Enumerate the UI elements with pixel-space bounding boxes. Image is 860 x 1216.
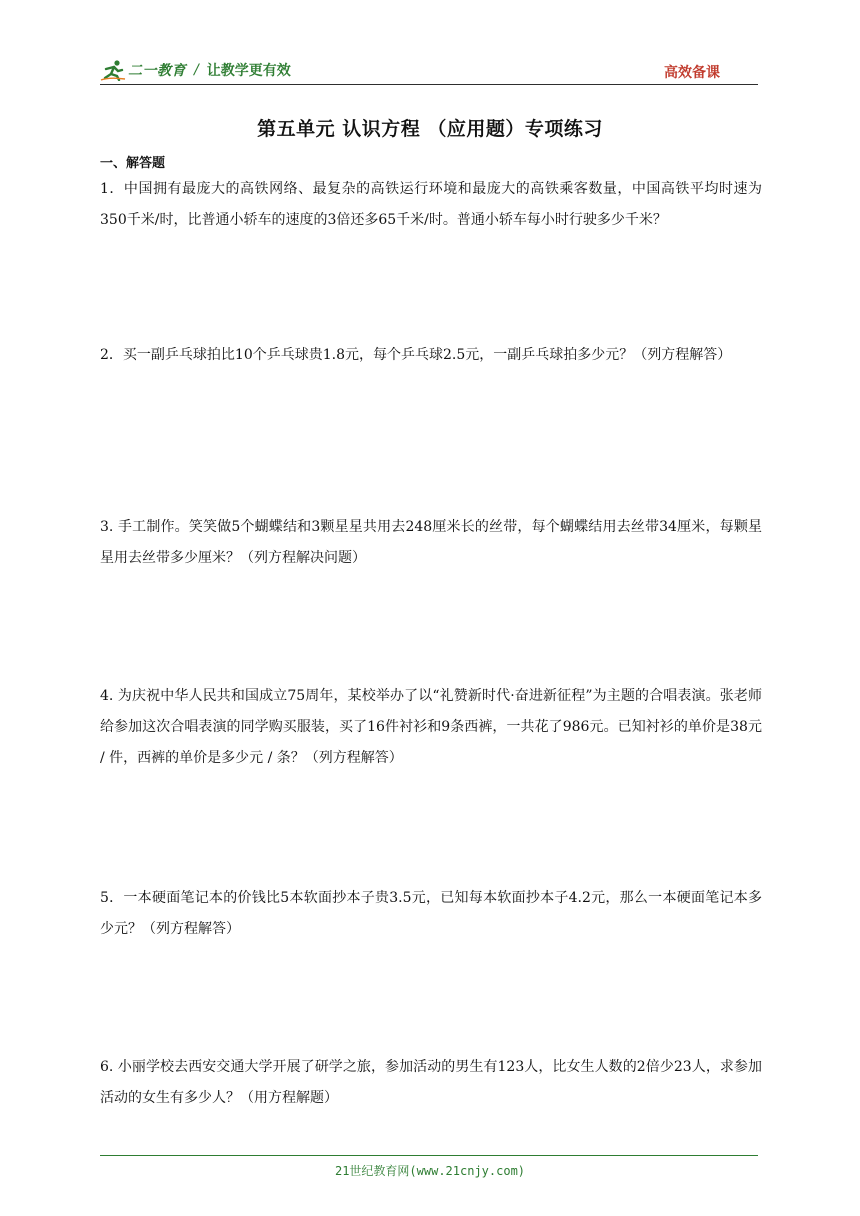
brand-logo	[100, 58, 291, 82]
runner-logo-icon	[100, 59, 126, 81]
question-5: 5．一本硬面笔记本的价钱比5本软面抄本子贵3.5元，已知每本软面抄本子4.2元，那么一本硬面笔记本多少元？（列方程解答）	[100, 890, 762, 937]
page-footer: 21世纪教育网(www.21cnjy.com)	[334, 1164, 526, 1178]
brand-name: 二一教育	[128, 63, 186, 79]
header-separator: /	[194, 62, 199, 78]
footer-divider	[100, 1155, 758, 1156]
question-3: 3. 手工制作。笑笑做5个蝴蝶结和3颗星星共用去248厘米长的丝带，每个蝴蝶结用去丝带34厘米，每颗星星用去丝带多少厘米？（列方程解决问题）	[100, 519, 762, 566]
section-heading: 一、解答题	[100, 156, 166, 171]
question-1: 1．中国拥有最庞大的高铁网络、最复杂的高铁运行环境和最庞大的高铁乘客数量，中国高铁平均时速为350千米/时，比普通小轿车的速度的3倍还多65千米/时。普通小轿车每小时行驶多少千米？	[100, 181, 762, 228]
header-tag: 高效备课	[664, 65, 720, 81]
question-6: 6. 小丽学校去西安交通大学开展了研学之旅，参加活动的男生有123人，比女生人数的2倍少23人，求参加活动的女生有多少人？（用方程解题）	[100, 1059, 762, 1106]
question-2: 2．买一副乒乓球拍比10个乒乓球贵1.8元，每个乒乓球2.5元，一副乒乓球拍多少元？（列方程解答）	[100, 347, 732, 363]
brand-slogan: 让教学更有效	[206, 63, 291, 79]
question-4: 4. 为庆祝中华人民共和国成立75周年，某校举办了以“礼赞新时代·奋进新征程”为主题的合唱表演。张老师给参加这次合唱表演的同学购买服装，买了16件衬衫和9条西裤，一共花了986元。已知衬衫的单价是38元 / 件，西裤的单价是多少元 / 条？（列方程解答）	[100, 688, 762, 766]
page-header	[100, 58, 758, 84]
header-divider	[100, 84, 758, 85]
page-title: 第五单元 认识方程 （应用题）专项练习	[257, 118, 603, 140]
